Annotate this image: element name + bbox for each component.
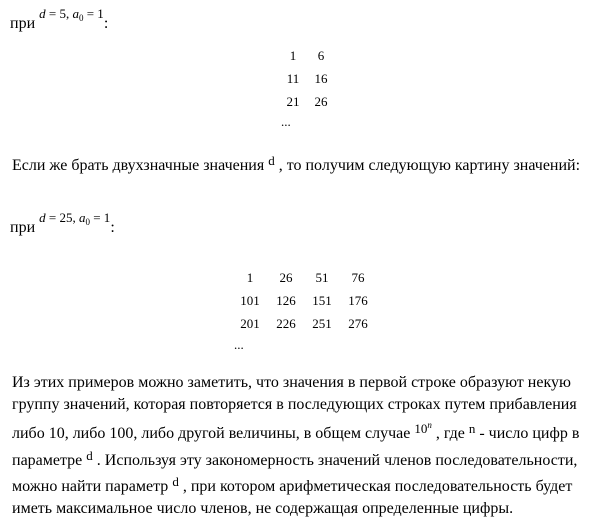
formula-2	[39, 210, 110, 225]
var-n: n	[468, 421, 476, 436]
paragraph-text: - число цифр в параметре	[12, 425, 580, 469]
table-cell: 16	[314, 70, 328, 86]
subscript-0: 0	[78, 13, 84, 23]
condition-line-2	[10, 210, 115, 237]
table-cell: 226	[276, 315, 296, 331]
table-row	[232, 289, 376, 312]
formula-eq1: = 5,	[45, 6, 73, 21]
table-cell: 51	[315, 269, 329, 285]
table-row	[232, 266, 376, 289]
table-cell: 201	[240, 315, 260, 331]
var-d: d	[39, 6, 46, 21]
table-cell: 276	[348, 315, 368, 331]
subscript-0: 0	[85, 217, 90, 227]
table-cell: 76	[351, 269, 365, 285]
var-d: d	[39, 210, 46, 225]
condition-line-1	[10, 6, 108, 33]
paragraph-text: Если же брать двухзначные значения	[12, 157, 269, 174]
table-row	[279, 44, 335, 67]
formula-eq1: = 25,	[45, 210, 79, 225]
paragraph-text: , при котором арифметическая последовательность будет иметь максимальное число членов, не содержащая определенные цифры.	[12, 478, 573, 517]
table-row	[232, 312, 376, 335]
table-cell: 26	[279, 269, 293, 285]
paragraph-text: . Используя эту закономерность значений членов последовательности, можно найти параметр	[12, 451, 578, 495]
table-cell: 101	[240, 292, 260, 308]
table-cell: 26	[314, 93, 328, 109]
table-cell: 21	[286, 93, 300, 109]
paragraph-text: , то получим следующую картину значений:	[274, 157, 581, 174]
paragraph-2	[12, 372, 592, 519]
ellipsis-1: ...	[281, 114, 291, 129]
values-table-2	[232, 266, 376, 335]
table-cell: 6	[317, 47, 325, 63]
paragraph-text: Из этих примеров можно заметить, что значения в первой строке образуют некую группу значений, которая повторяется в последующих строках путем прибавления либо 10, либо 100, либо другой величины, в общем случае	[12, 374, 577, 442]
table-row	[279, 90, 335, 113]
ellipsis-2: ...	[234, 337, 244, 352]
table-cell: 1	[289, 47, 297, 63]
var-a: a	[72, 6, 79, 21]
formula-eq2: = 1	[83, 6, 104, 21]
values-table-1	[279, 44, 335, 113]
var-a: a	[78, 210, 86, 225]
var-d: d	[172, 474, 179, 489]
table-cell: 176	[348, 292, 368, 308]
colon: :	[103, 15, 109, 32]
table-cell: 126	[276, 292, 296, 308]
colon: :	[110, 219, 115, 236]
table-cell: 1	[246, 269, 254, 285]
table-cell: 11	[286, 70, 300, 86]
power-10n	[414, 421, 432, 436]
table-cell: 151	[312, 292, 332, 308]
power-exponent: n	[427, 420, 432, 430]
table-cell: 251	[312, 315, 332, 331]
prefix-text: при	[10, 219, 36, 236]
prefix-text: при	[10, 15, 36, 32]
paragraph-1	[12, 150, 592, 177]
formula-eq2: = 1	[89, 210, 111, 225]
var-d: d	[268, 153, 275, 168]
var-d: d	[86, 447, 93, 463]
table-row	[279, 67, 335, 90]
formula-1	[39, 6, 104, 21]
power-base: 10	[414, 421, 428, 436]
paragraph-text: , где	[431, 425, 469, 442]
